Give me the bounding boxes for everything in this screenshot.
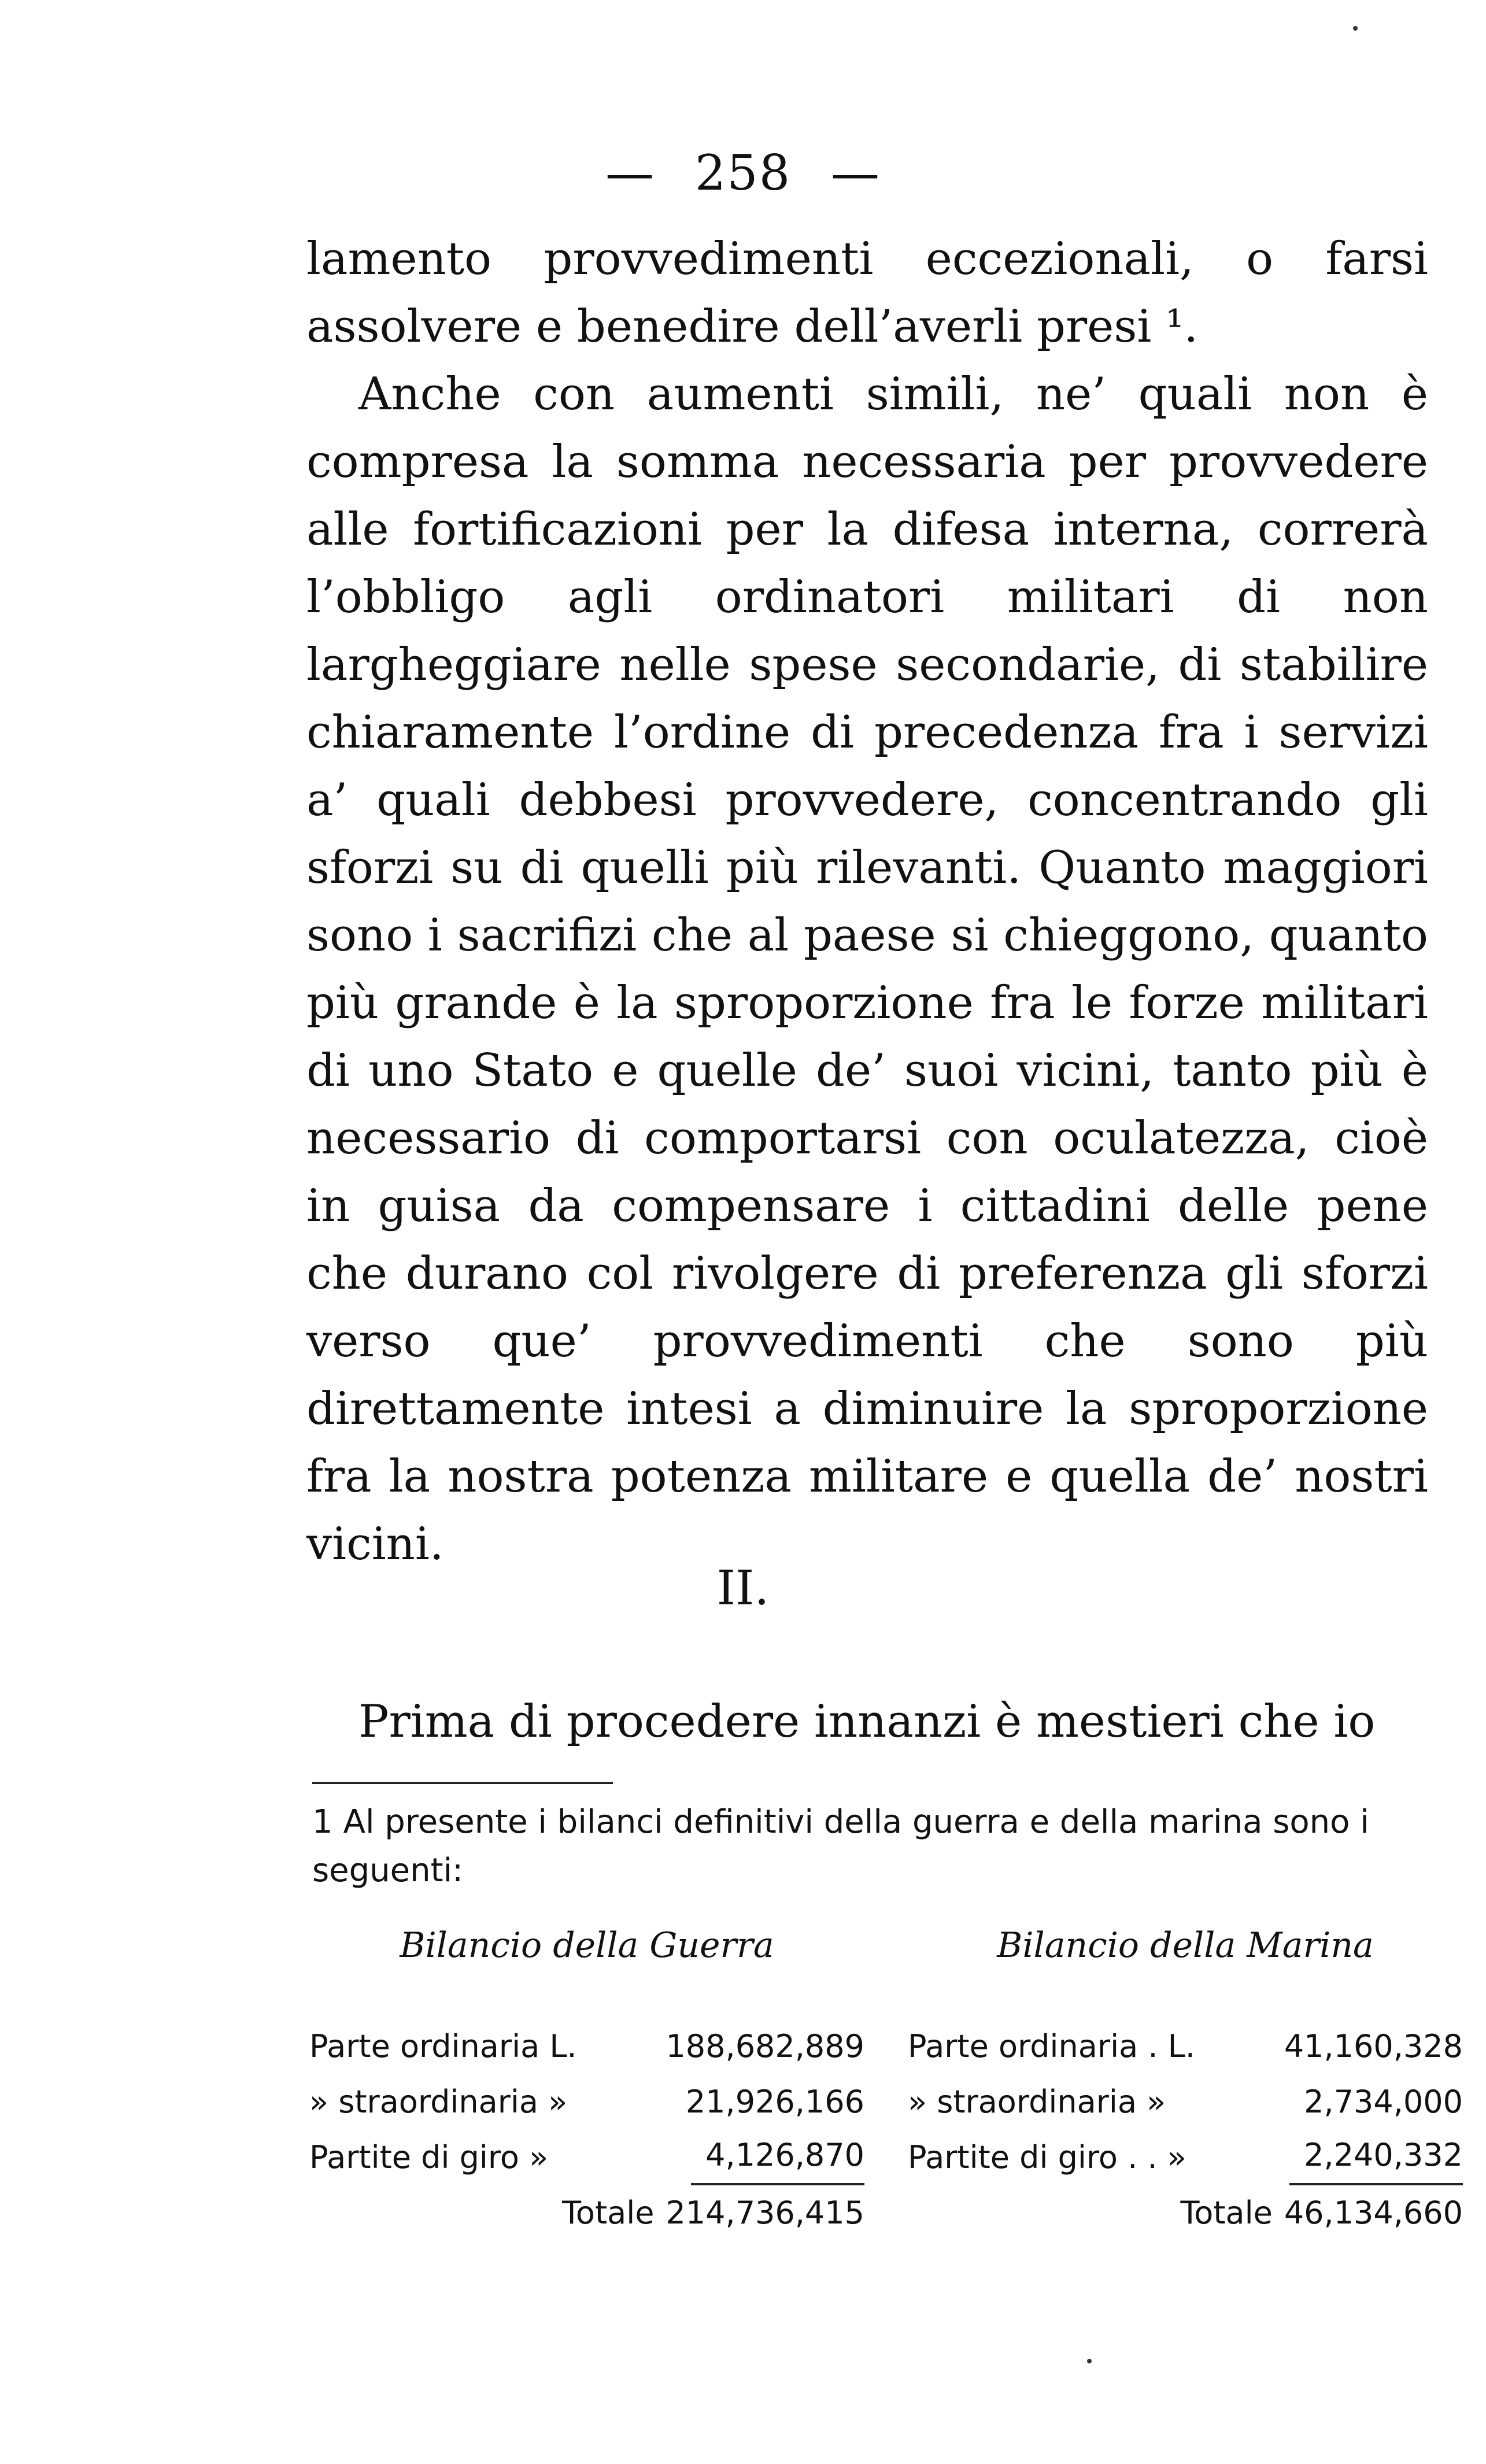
budget-row-value: 2,240,332 <box>1289 2130 1463 2185</box>
header-dash-right: — <box>830 145 881 201</box>
budget-row <box>309 2130 864 2185</box>
budget-row <box>908 2074 1463 2130</box>
budget-row-value: 41,160,328 <box>1284 2028 1463 2065</box>
budget-row-label: Parte ordinaria . L. <box>908 2028 1195 2065</box>
budget-total-label: Totale <box>1180 2195 1273 2231</box>
budget-total-value: 46,134,660 <box>1284 2195 1463 2231</box>
body-text <box>306 225 1428 1578</box>
budget-row <box>908 2130 1463 2185</box>
budget-row-label: » straordinaria » <box>908 2084 1166 2120</box>
paper-speck <box>1353 26 1358 31</box>
footnote-text: Al presente i bilanci definitivi della guerra e della marina sono i seguenti: <box>312 1803 1369 1889</box>
budget-total-value: 214,736,415 <box>666 2195 864 2231</box>
budget-row <box>309 2019 864 2074</box>
section-first-line: Prima di procedere innanzi è mestieri che io <box>358 1696 1376 1748</box>
paragraph: Anche con aumenti simili, ne’ quali non è compresa la somma necessaria per provvedere alle fortificazioni per la difesa interna, correrà l’obbligo agli ordinatori militari di non largheggiare nelle spese secondarie, di stabilire chiaramente l’ordine di precedenza fra i servizi a’ quali debbesi provvedere, concentrando gli sforzi su di quelli più rilevanti. Quanto maggiori sono i sacrifizi che al paese si chieggono, quanto più grande è la sproporzione fra le forze militari di uno Stato e quelle de’ suoi vicini, tanto più è necessario di comportarsi con oculatezza, cioè in guisa da compensare i cittadini delle pene che durano col rivolgere di preferenza gli sforzi verso que’ provvedimenti che sono più direttamente intesi a diminuire la sproporzione fra la nostra potenza militare e quella de’ nostri vicini. <box>306 368 1428 1570</box>
budget-row <box>908 2019 1463 2074</box>
footnote-mark: 1 <box>312 1803 333 1841</box>
page-header <box>0 145 1486 201</box>
header-dash-left: — <box>605 145 656 201</box>
budget-row-label: Partite di giro . . » <box>908 2139 1186 2176</box>
budget-row-value: 188,682,889 <box>666 2028 864 2065</box>
budget-total <box>309 2185 864 2241</box>
paragraph-continued: lamento provvedimenti eccezionali, o farsi assolvere e benedire dell’averli presi ¹. <box>306 233 1428 353</box>
budget-row-label: Parte ordinaria L. <box>309 2028 577 2065</box>
budget-title: Bilancio della Marina <box>997 1925 1374 1966</box>
budget-row-value: 21,926,166 <box>685 2084 864 2120</box>
paper-speck <box>1087 2359 1092 2363</box>
budget-marina <box>908 1925 1463 2241</box>
budget-title: Bilancio della Guerra <box>400 1925 774 1966</box>
footnote-rule <box>312 1782 613 1784</box>
budget-total <box>908 2185 1463 2241</box>
budget-row-value: 4,126,870 <box>691 2130 864 2185</box>
section-heading: II. <box>716 1561 770 1616</box>
budget-total-label: Totale <box>562 2195 655 2231</box>
budget-row-label: » straordinaria » <box>309 2084 568 2120</box>
page-number: 258 <box>694 145 792 201</box>
budget-guerra <box>309 1925 864 2241</box>
budget-row-label: Partite di giro » <box>309 2139 549 2176</box>
footnote <box>312 1798 1428 1895</box>
budget-row-value: 2,734,000 <box>1304 2084 1463 2120</box>
budget-row <box>309 2074 864 2130</box>
